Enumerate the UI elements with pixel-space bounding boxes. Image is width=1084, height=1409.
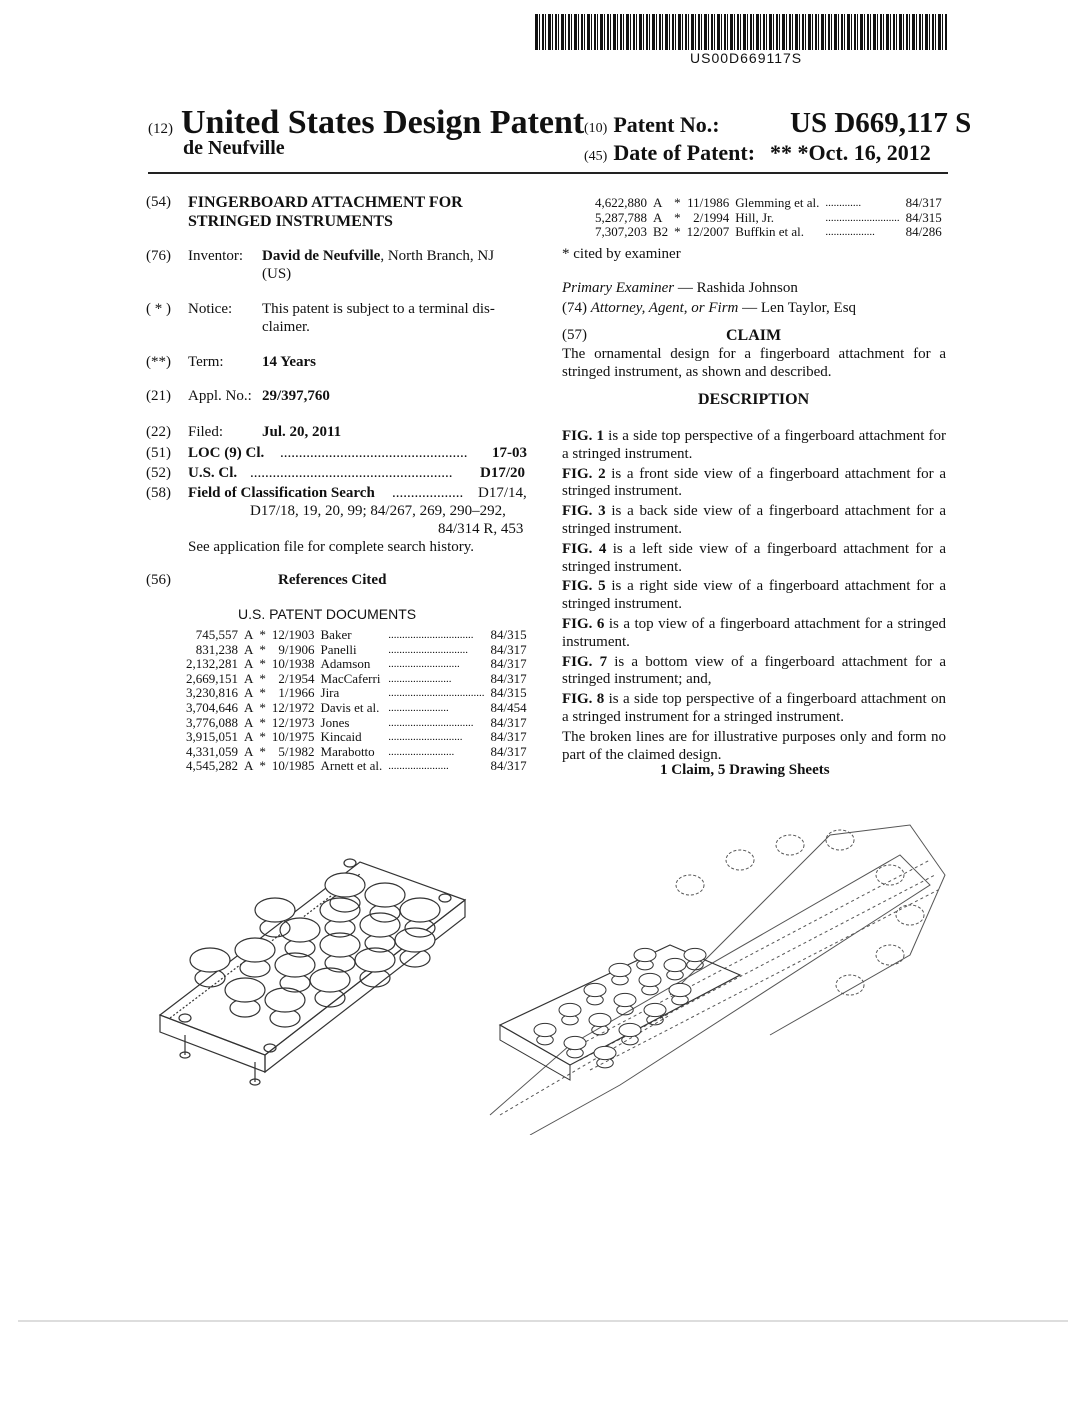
inventor-name: David de Neufville xyxy=(262,248,381,264)
button-cap xyxy=(564,1036,586,1049)
reference-dots: ........................... xyxy=(388,731,463,744)
reference-date: 11/1986 xyxy=(687,195,730,210)
reference-name: Davis et al. xyxy=(320,699,380,715)
figure-description xyxy=(562,691,946,727)
field-note: See application file for complete search history. xyxy=(188,539,475,555)
reference-cls: 84/317 xyxy=(490,758,527,774)
loc-dots: .................................................. xyxy=(280,445,468,461)
attorney-name: — Len Taylor, Esq xyxy=(738,300,857,316)
fig1-drawing xyxy=(145,840,490,1090)
figure-description xyxy=(562,503,946,539)
button-cap xyxy=(639,973,661,986)
uscl-label: U.S. Cl. xyxy=(188,465,238,481)
figure-label: FIG. 5 xyxy=(562,578,606,595)
reference-date: 10/1975 xyxy=(271,729,315,745)
date-of-patent: ** *Oct. 16, 2012 xyxy=(770,140,931,165)
reference-dots: .................. xyxy=(825,226,875,239)
barcode-number: US00D669117S xyxy=(690,50,803,66)
button-cap xyxy=(614,993,636,1006)
reference-cls: 84/315 xyxy=(490,685,527,701)
figure-label: FIG. 8 xyxy=(562,691,605,708)
figure-descriptions xyxy=(562,428,946,766)
notice-code: ( * ) xyxy=(146,301,171,317)
page-edge xyxy=(18,1320,1068,1322)
reference-cls: 84/315 xyxy=(905,209,942,225)
reference-kind: A xyxy=(244,699,254,715)
reference-row xyxy=(183,643,530,658)
reference-no: 5,287,788 xyxy=(595,209,647,225)
document-kind-title: United States Design Patent xyxy=(181,104,585,141)
uscl-code: (52) xyxy=(146,465,171,481)
button-cap xyxy=(644,1003,666,1016)
field-code: (58) xyxy=(146,485,171,501)
reference-star: * xyxy=(674,209,681,225)
field-label: Field of Classification Search xyxy=(188,485,375,501)
reference-dots: ...................... xyxy=(388,701,449,714)
examiner-label: Primary Examiner xyxy=(562,280,675,296)
reference-star: * xyxy=(259,699,266,715)
reference-kind: A xyxy=(244,656,254,672)
notice-line-1: This patent is subject to a terminal dis- xyxy=(262,301,495,317)
reference-row xyxy=(183,730,530,745)
reference-row xyxy=(592,211,945,226)
button-cap xyxy=(684,948,706,961)
reference-star: * xyxy=(259,670,266,686)
attorney xyxy=(562,300,856,317)
term-value: 14 Years xyxy=(262,354,317,370)
reference-star: * xyxy=(259,714,266,730)
reference-name: Panelli xyxy=(320,641,357,657)
appl-code: (21) xyxy=(146,388,171,404)
inventor-line-1 xyxy=(262,248,494,265)
reference-no: 745,557 xyxy=(195,627,238,642)
description-title: DESCRIPTION xyxy=(698,391,810,408)
tuning-peg xyxy=(836,975,864,995)
references-table-right xyxy=(592,196,945,240)
tuning-peg xyxy=(876,945,904,965)
reference-kind: A xyxy=(244,743,254,759)
reference-dots: ............................... xyxy=(388,716,474,729)
reference-row xyxy=(592,196,945,211)
patent-number-code: (10) xyxy=(584,121,608,136)
button-cap xyxy=(365,883,405,907)
reference-dots: .......................... xyxy=(388,658,460,671)
patent-number-label-text: Patent No.: xyxy=(613,112,720,137)
reference-date: 10/1985 xyxy=(271,758,315,774)
refs-subtitle: U.S. PATENT DOCUMENTS xyxy=(238,606,417,622)
header-rule xyxy=(148,172,948,174)
reference-kind: A xyxy=(244,670,254,686)
reference-no: 3,704,646 xyxy=(186,699,238,715)
reference-row xyxy=(183,716,530,731)
figure-label: FIG. 3 xyxy=(562,503,606,520)
figure-description xyxy=(562,428,946,464)
reference-name: Buffkin et al. xyxy=(735,224,805,240)
reference-date: 12/1972 xyxy=(271,699,315,715)
uscl-dots: ...................................................... xyxy=(250,465,453,481)
notice-line-2: claimer. xyxy=(262,319,310,335)
reference-kind: B2 xyxy=(653,224,669,240)
claims-summary: 1 Claim, 5 Drawing Sheets xyxy=(660,762,830,778)
refs-title: References Cited xyxy=(278,572,387,588)
attorney-label: Attorney, Agent, or Firm xyxy=(590,300,739,316)
reference-dots: ....................... xyxy=(388,672,452,685)
title-line-1: FINGERBOARD ATTACHMENT FOR xyxy=(188,194,463,211)
reference-kind: A xyxy=(244,641,254,657)
barcode xyxy=(535,14,947,50)
examiner-name: — Rashida Johnson xyxy=(674,280,798,296)
reference-kind: A xyxy=(244,714,254,730)
field-line-2: D17/18, 19, 20, 99; 84/267, 269, 290–292, xyxy=(250,503,506,519)
figure-text: is a back side view of a fingerboard attachment for a stringed instrument. xyxy=(562,503,947,537)
loc-value: 17-03 xyxy=(492,445,527,461)
button-cap xyxy=(669,983,691,996)
reference-no: 3,776,088 xyxy=(186,714,238,730)
broken-lines-note: The broken lines are for illustrative purposes only and form no part of the claimed design. xyxy=(562,728,946,763)
references-table-left xyxy=(183,628,530,774)
reference-no: 4,545,282 xyxy=(186,758,238,774)
refs-code: (56) xyxy=(146,572,171,588)
figure-text: is a front side view of a fingerboard attachment for a stringed instrument. xyxy=(562,465,946,500)
button-cap xyxy=(400,898,440,922)
reference-name: Kincaid xyxy=(320,729,362,745)
reference-kind: A xyxy=(653,195,663,210)
inventor-label: Inventor: xyxy=(188,248,243,264)
inventor-location: , North Branch, NJ xyxy=(380,248,495,264)
reference-star: * xyxy=(259,758,266,774)
reference-row xyxy=(183,686,530,701)
reference-cls: 84/317 xyxy=(490,729,527,745)
patent-number: US D669,117 S xyxy=(790,107,972,139)
reference-row xyxy=(183,657,530,672)
filed-label: Filed: xyxy=(188,424,224,440)
button-cap xyxy=(634,948,656,961)
figure-text: is a side top perspective of a fingerboard attachment on a stringed instrument for a stringed instrument. xyxy=(562,691,947,725)
button-cap xyxy=(559,1003,581,1016)
figure-label: FIG. 2 xyxy=(562,465,606,482)
button-cap xyxy=(190,948,230,972)
reference-name: Baker xyxy=(320,627,352,642)
reference-cls: 84/317 xyxy=(490,656,527,672)
figure-text: is a side top perspective of a fingerboard attachment for a stringed instrument. xyxy=(562,428,946,462)
reference-cls: 84/317 xyxy=(490,743,527,759)
button-cap xyxy=(225,978,265,1002)
uscl-value: D17/20 xyxy=(480,465,525,481)
tuning-peg xyxy=(726,850,754,870)
reference-dots: ................................... xyxy=(388,687,485,700)
reference-row xyxy=(183,745,530,760)
reference-kind: A xyxy=(244,627,254,642)
reference-date: 9/1906 xyxy=(278,641,315,657)
reference-name: Marabotto xyxy=(320,743,375,759)
tuning-peg xyxy=(676,875,704,895)
reference-date: 2/1954 xyxy=(278,670,315,686)
attorney-code: (74) xyxy=(562,300,587,316)
reference-cls: 84/317 xyxy=(490,641,527,657)
term-code: (**) xyxy=(146,354,171,370)
filed-code: (22) xyxy=(146,424,171,440)
reference-name: Hill, Jr. xyxy=(735,209,774,225)
reference-no: 831,238 xyxy=(195,641,238,657)
figure-description xyxy=(562,578,946,614)
field-line-1: D17/14, xyxy=(478,485,527,501)
reference-no: 2,669,151 xyxy=(186,670,238,686)
tuning-peg xyxy=(776,835,804,855)
figure-description xyxy=(562,541,946,577)
reference-row xyxy=(183,628,530,643)
button-cap xyxy=(395,928,435,952)
button-cap xyxy=(534,1023,556,1036)
figure-label: FIG. 1 xyxy=(562,428,605,444)
appl-label: Appl. No.: xyxy=(188,388,252,404)
button-cap xyxy=(325,873,365,897)
button-cap xyxy=(584,983,606,996)
reference-cls: 84/317 xyxy=(490,714,527,730)
date-code: (45) xyxy=(584,149,608,164)
reference-star: * xyxy=(259,641,266,657)
figure-text: is a bottom view of a fingerboard attachment for a stringed instrument; and, xyxy=(562,653,946,688)
button-cap xyxy=(360,913,400,937)
reference-cls: 84/317 xyxy=(490,670,527,686)
patent-number-label xyxy=(584,112,720,138)
reference-date: 10/1938 xyxy=(271,656,315,672)
figure-label: FIG. 7 xyxy=(562,653,608,670)
tuning-peg xyxy=(896,905,924,925)
reference-date: 2/1994 xyxy=(693,209,730,225)
figure-text: is a left side view of a fingerboard attachment for a stringed instrument. xyxy=(562,540,946,575)
reference-row xyxy=(183,672,530,687)
reference-star: * xyxy=(674,224,681,240)
figure-text: is a right side view of a fingerboard attachment for a stringed instrument. xyxy=(562,578,947,613)
fig8-drawing xyxy=(470,815,950,1135)
reference-dots: ........................ xyxy=(388,745,455,758)
date-label-text: Date of Patent: xyxy=(613,140,756,165)
figure-label: FIG. 4 xyxy=(562,540,607,557)
claim-code: (57) xyxy=(562,327,587,343)
field-dots: ................... xyxy=(392,485,464,501)
reference-dots: ...................... xyxy=(388,760,449,773)
filed-date: Jul. 20, 2011 xyxy=(262,424,342,440)
reference-no: 3,230,816 xyxy=(186,685,238,701)
tuning-peg xyxy=(876,865,904,885)
reference-name: Jira xyxy=(320,685,340,701)
reference-star: * xyxy=(259,743,266,759)
reference-dots: ............................. xyxy=(388,643,468,656)
reference-date: 1/1966 xyxy=(278,685,315,701)
reference-cls: 84/317 xyxy=(905,195,942,210)
reference-date: 12/1903 xyxy=(271,627,315,642)
reference-cls: 84/286 xyxy=(905,224,942,240)
reference-name: Jones xyxy=(320,714,350,730)
figure-description xyxy=(562,466,946,502)
claim-text-block xyxy=(562,346,946,384)
button-cap xyxy=(619,1023,641,1036)
tuning-peg xyxy=(826,830,854,850)
primary-examiner xyxy=(562,280,798,297)
reference-name: Glemming et al. xyxy=(735,195,820,210)
reference-no: 4,331,059 xyxy=(186,743,238,759)
reference-star: * xyxy=(259,685,266,701)
figure-description xyxy=(562,654,946,690)
reference-row xyxy=(183,701,530,716)
inventor-code: (76) xyxy=(146,248,171,264)
button-cap xyxy=(609,963,631,976)
figure-description xyxy=(562,616,946,652)
reference-kind: A xyxy=(244,758,254,774)
claim-title: CLAIM xyxy=(726,327,782,344)
reference-name: Adamson xyxy=(320,656,371,672)
claim-text: The ornamental design for a fingerboard attachment for a stringed instrument, as shown and described. xyxy=(562,346,946,380)
loc-code: (51) xyxy=(146,445,171,461)
reference-date: 12/1973 xyxy=(271,714,315,730)
reference-star: * xyxy=(674,195,681,210)
reference-date: 5/1982 xyxy=(278,743,315,759)
reference-star: * xyxy=(259,627,266,642)
loc-label: LOC (9) Cl. xyxy=(188,445,265,461)
reference-no: 7,307,203 xyxy=(595,224,647,240)
reference-star: * xyxy=(259,729,266,745)
reference-name: Arnett et al. xyxy=(320,758,383,774)
notice-label: Notice: xyxy=(188,301,233,317)
button-cap xyxy=(589,1013,611,1026)
figure-text: is a top view of a fingerboard attachment for a stringed instrument. xyxy=(562,615,947,650)
title-line-2: STRINGED INSTRUMENTS xyxy=(188,213,393,230)
document-kind-code: (12) xyxy=(148,121,173,137)
reference-no: 3,915,051 xyxy=(186,729,238,745)
button-cap xyxy=(255,898,295,922)
reference-cls: 84/454 xyxy=(490,699,527,715)
reference-star: * xyxy=(259,656,266,672)
reference-kind: A xyxy=(244,685,254,701)
reference-dots: ........................... xyxy=(825,211,900,224)
reference-dots: ............................... xyxy=(388,629,474,641)
reference-no: 4,622,880 xyxy=(595,195,647,210)
reference-cls: 84/315 xyxy=(490,627,527,642)
cited-note: * cited by examiner xyxy=(562,246,681,262)
button-cap xyxy=(664,958,686,971)
date-of-patent-label xyxy=(584,140,755,166)
reference-kind: A xyxy=(653,209,663,225)
reference-row xyxy=(592,225,945,240)
reference-kind: A xyxy=(244,729,254,745)
button-cap xyxy=(594,1046,616,1059)
reference-row xyxy=(183,759,530,774)
term-label: Term: xyxy=(188,354,224,370)
figure-label: FIG. 6 xyxy=(562,615,605,632)
reference-no: 2,132,281 xyxy=(186,656,238,672)
title-code: (54) xyxy=(146,194,171,210)
field-line-3: 84/314 R, 453 xyxy=(438,521,524,537)
inventor-surname: de Neufville xyxy=(183,137,285,159)
reference-name: MacCaferri xyxy=(320,670,381,686)
reference-date: 12/2007 xyxy=(686,224,730,240)
inventor-country: (US) xyxy=(262,266,292,282)
button-cap xyxy=(235,938,275,962)
appl-number: 29/397,760 xyxy=(262,388,330,404)
reference-dots: ............. xyxy=(825,197,862,209)
